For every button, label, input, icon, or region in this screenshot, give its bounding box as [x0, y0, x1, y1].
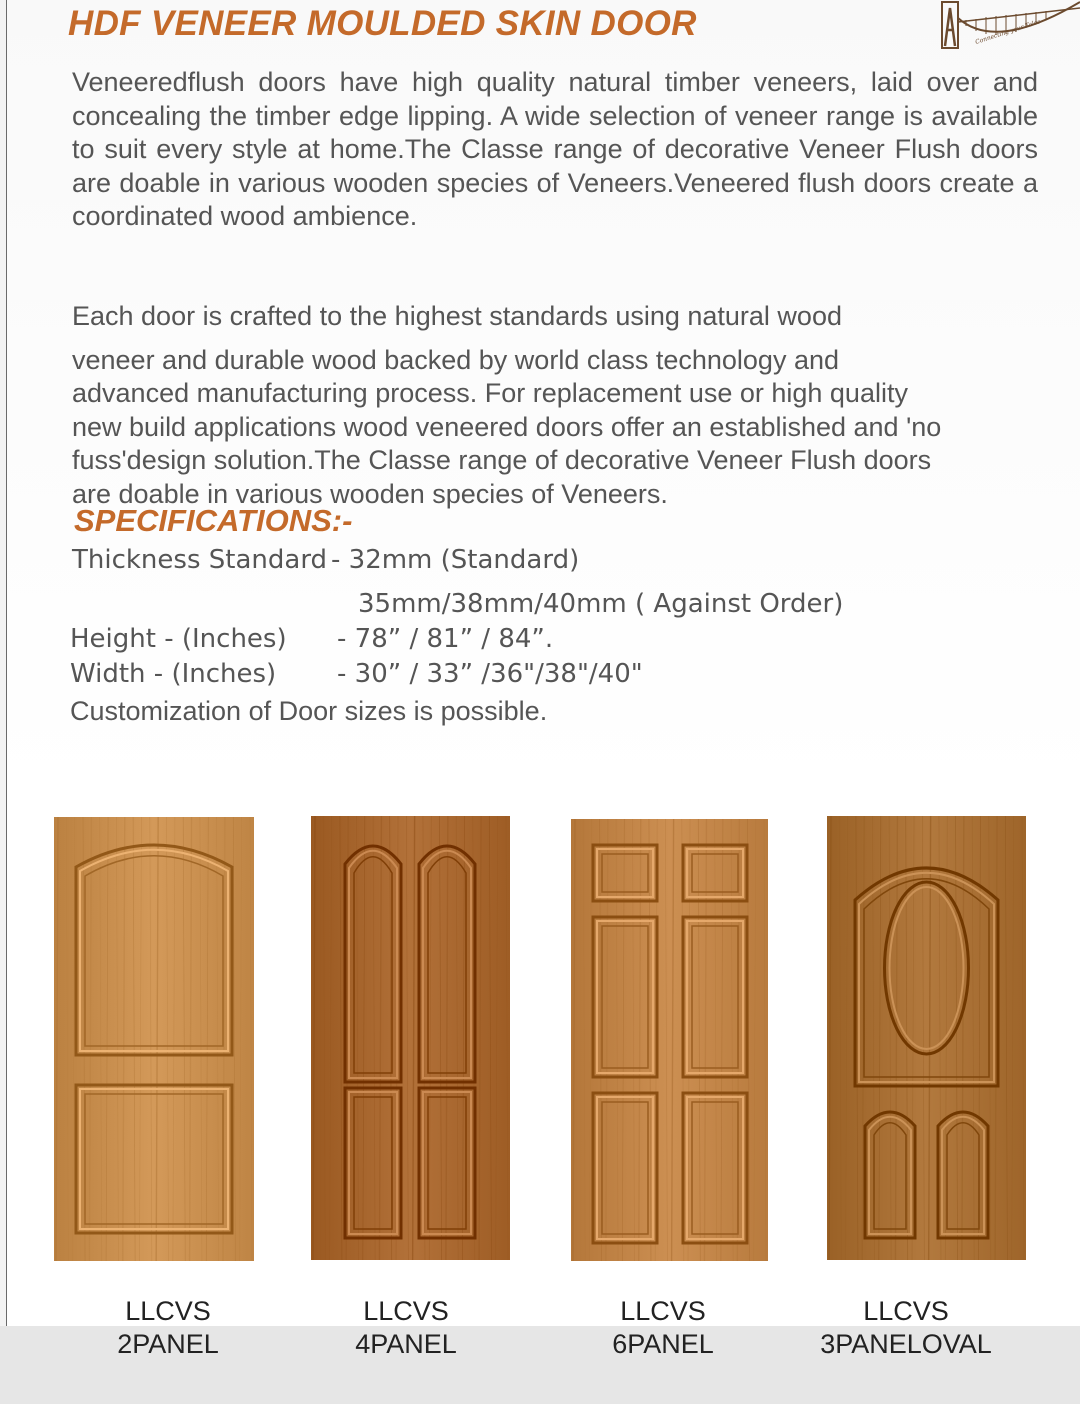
door-series-label: LLCVS — [620, 1296, 706, 1326]
thickness-label: Thickness Standard — [72, 545, 328, 575]
width-label: Width - (Inches) — [70, 659, 277, 689]
door-image-2panel — [54, 817, 254, 1261]
door-image-4panel — [311, 816, 510, 1260]
craft-line-5: fuss'design solution.The Classe range of decorative Veneer Flush doors — [72, 445, 932, 476]
logo-tagline: Connecting your Tales — [974, 18, 1042, 46]
door-model-label: 2PANEL — [117, 1329, 219, 1359]
thickness-extra: 35mm/38mm/40mm ( Against Order) — [358, 589, 844, 619]
door-series-label: LLCVS — [125, 1296, 211, 1326]
page-title: HDF VENEER MOULDED SKIN DOOR — [68, 4, 697, 43]
door-caption-2panel — [38, 1295, 298, 1361]
width-value: - 30” / 33” /36"/38"/40" — [337, 659, 643, 689]
specifications-heading: SPECIFICATIONS:- — [74, 503, 353, 538]
bridge-logo-icon — [936, 0, 1080, 56]
thickness-value: - 32mm (Standard) — [331, 545, 580, 575]
craft-line-4: new build applications wood veneered doors offer an established and 'no — [72, 411, 942, 442]
door-image-3paneloval — [827, 816, 1026, 1260]
customization-note: Customization of Door sizes is possible. — [70, 696, 548, 726]
door-image-6panel — [571, 819, 768, 1261]
height-value: - 78” / 81” / 84”. — [337, 624, 554, 654]
craft-line-6: are doable in various wooden species of Veneers. — [72, 478, 668, 509]
door-model-label: 6PANEL — [612, 1329, 714, 1359]
door-caption-4panel — [276, 1295, 536, 1361]
door-caption-6panel — [533, 1295, 793, 1361]
craft-line-3: advanced manufacturing process. For replacement use or high quality — [72, 378, 908, 409]
craft-paragraph — [72, 300, 1038, 512]
intro-paragraph: Veneeredflush doors have high quality natural timber veneers, laid over and concealing the timber edge lipping. A wide selection of veneer range is available to suit every style at home.The Classe range of decorative Veneer Flush doors are doable in various wooden species of Veneers.Veneered flush doors create a coordinated wood ambience. — [72, 67, 1038, 232]
height-label: Height - (Inches) — [70, 624, 287, 654]
craft-line-1: Each door is crafted to the highest standards using natural wood — [72, 301, 842, 331]
craft-line-2: veneer and durable wood backed by world class technology and — [72, 344, 839, 375]
door-series-label: LLCVS — [863, 1296, 949, 1326]
door-model-label: 3PANELOVAL — [820, 1329, 992, 1359]
door-model-label: 4PANEL — [355, 1329, 457, 1359]
door-series-label: LLCVS — [363, 1296, 449, 1326]
door-caption-3paneloval — [776, 1295, 1036, 1361]
